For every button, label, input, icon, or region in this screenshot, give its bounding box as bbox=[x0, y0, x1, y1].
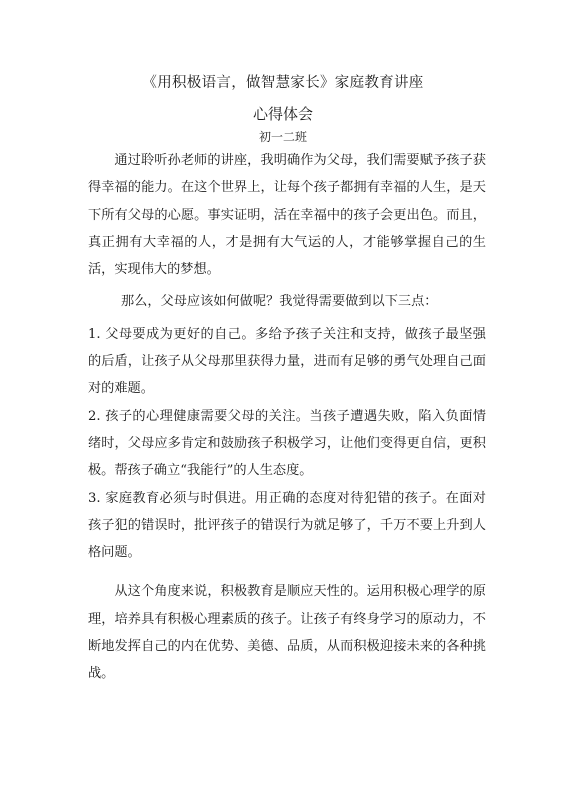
list-item-3: 3. 家庭教育必须与时俱进。用正确的态度对待犯错的孩子。在面对孩子犯的错误时，批评孩子的错误行为就足够了，千万不要上升到人格问题。 bbox=[88, 490, 486, 561]
document-title: 《用积极语言，做智慧家长》家庭教育讲座 bbox=[142, 75, 424, 91]
paragraph-question: 那么，父母应该如何做呢？我觉得需要做到以下三点： bbox=[121, 294, 438, 310]
document-body bbox=[88, 147, 486, 688]
document-subtitle: 心得体会 bbox=[252, 105, 313, 123]
list-item-1: 1. 父母要成为更好的自己。多给予孩子关注和支持，做孩子最坚强的后盾，让孩子从父母那里获得力量，进而有足够的勇气处理自己面对的难题。 bbox=[88, 326, 486, 397]
list-item-2: 2. 孩子的心理健康需要父母的关注。当孩子遭遇失败，陷入负面情绪时，父母应多肯定和鼓励孩子积极学习，让他们变得更自信，更积极。帮孩子确立“我能行”的人生态度。 bbox=[88, 408, 486, 479]
paragraph-conclusion: 从这个角度来说，积极教育是顺应天性的。运用积极心理学的原理，培养具有积极心理素质的孩子。让孩子有终身学习的原动力，不断地发挥自己的内在优势、美德、品质，从而积极迎接未来的各种挑战。 bbox=[88, 584, 486, 682]
class-label: 初一二班 bbox=[258, 130, 307, 144]
paragraph-intro: 通过聆听孙老师的讲座，我明确作为父母，我们需要赋予孩子获得幸福的能力。在这个世界上，让每个孩子都拥有幸福的人生，是天下所有父母的心愿。事实证明，活在幸福中的孩子会更出色。而且，真正拥有大幸福的人，才是拥有大气运的人，才能够掌握自己的生活，实现伟大的梦想。 bbox=[88, 153, 486, 278]
